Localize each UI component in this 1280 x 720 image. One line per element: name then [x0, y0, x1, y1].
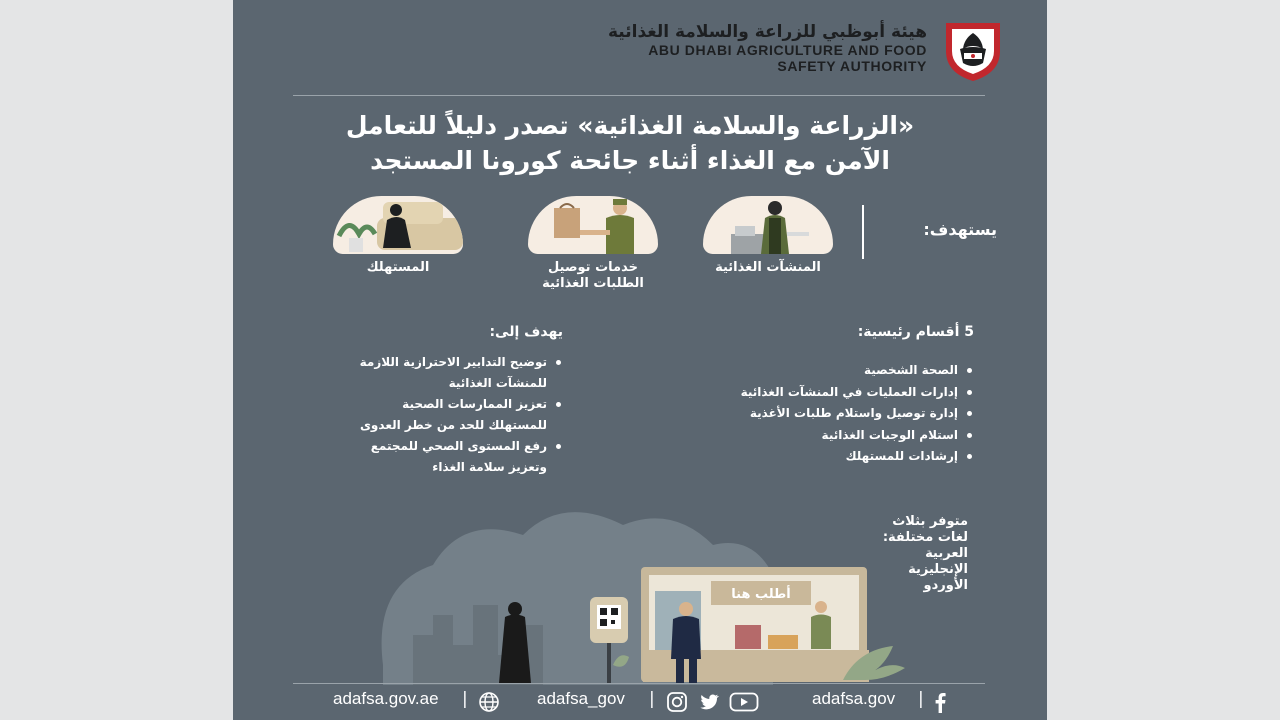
guide-aims — [293, 324, 563, 478]
main-sections — [674, 324, 974, 468]
youtube-icon[interactable] — [729, 691, 759, 713]
separator: | — [462, 689, 468, 709]
aim-line: توضيح التدابير الاحترازية اللازمة — [359, 355, 547, 369]
poster — [233, 0, 1047, 720]
social-handle-link[interactable]: adafsa_gov — [537, 689, 625, 708]
footer-divider — [293, 683, 985, 684]
org-name-english-line1: ABU DHABI AGRICULTURE AND FOOD — [648, 42, 927, 58]
language-item: الأوردو — [923, 578, 968, 593]
language-item: العربية — [925, 546, 968, 561]
list-item: إرشادات للمستهلك — [674, 446, 958, 467]
target-food-establishments — [698, 196, 838, 276]
target-label-delivery — [523, 260, 663, 292]
languages-intro-line2: لغات مختلفة: — [882, 530, 968, 545]
aims-heading: يهدف إلى: — [489, 324, 563, 340]
globe-icon[interactable] — [478, 691, 500, 713]
target-label-establishments: المنشآت الغذائية — [715, 260, 821, 275]
list-item: استلام الوجبات الغذائية — [674, 425, 958, 446]
languages-intro-line1: متوفر بثلاث — [892, 514, 968, 529]
aim-line: تعزيز الممارسات الصحية — [402, 397, 547, 411]
language-item: الإنجليزية — [908, 562, 968, 577]
website-link[interactable]: adafsa.gov.ae — [333, 689, 439, 708]
targets-divider — [862, 205, 864, 259]
separator: | — [649, 689, 655, 709]
aim-line: للمستهلك للحد من خطر العدوى — [359, 418, 547, 432]
list-item — [293, 436, 547, 478]
org-name-english-line2: SAFETY AUTHORITY — [777, 58, 927, 74]
target-consumer — [328, 196, 468, 276]
separator: | — [918, 689, 924, 709]
sections-heading: 5 أقسام رئيسية: — [857, 324, 974, 340]
order-here-sign: أطلب هنا — [731, 587, 791, 602]
sections-list — [674, 360, 974, 467]
target-label-delivery-line1: خدمات توصيل — [548, 260, 638, 275]
facebook-icon[interactable] — [932, 691, 948, 713]
title-line-1: «الزراعة والسلامة الغذائية» تصدر دليلاً للتعامل — [345, 111, 915, 140]
list-item: الصحة الشخصية — [674, 360, 958, 381]
falcon-emblem-icon — [938, 17, 1008, 83]
list-item — [293, 394, 547, 436]
page-title — [273, 108, 987, 178]
aim-line: للمنشآت الغذائية — [448, 376, 547, 390]
list-item: إدارات العمليات في المنشآت الغذائية — [674, 382, 958, 403]
instagram-icon[interactable] — [666, 691, 688, 713]
facebook-handle-link[interactable]: adafsa.gov — [812, 689, 896, 708]
target-label-delivery-line2: الطلبات الغذائية — [542, 276, 644, 291]
consumer-illustration — [333, 196, 463, 254]
food-outlet-scene-illustration — [373, 495, 923, 685]
title-line-2: الآمن مع الغذاء أثناء جائحة كورونا المستجد — [370, 146, 890, 175]
list-item: إدارة توصيل واستلام طلبات الأغذية — [674, 403, 958, 424]
header-divider — [293, 95, 985, 96]
aims-list — [293, 352, 563, 478]
twitter-icon[interactable] — [698, 691, 720, 713]
org-name-arabic: هيئة أبوظبي للزراعة والسلامة الغذائية — [607, 22, 927, 42]
food-establishment-illustration — [703, 196, 833, 254]
target-delivery-services — [523, 196, 663, 292]
aim-line: وتعزيز سلامة الغذاء — [432, 460, 547, 474]
targets-label: يستهدف: — [923, 220, 997, 239]
target-label-consumer: المستهلك — [366, 260, 430, 275]
footer — [233, 686, 1047, 716]
aim-line: رفع المستوى الصحي للمجتمع — [370, 439, 547, 453]
list-item — [293, 352, 547, 394]
delivery-illustration — [528, 196, 658, 254]
